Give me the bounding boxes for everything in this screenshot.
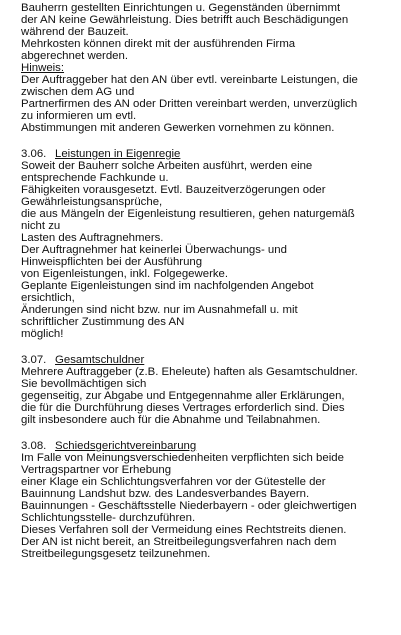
text-line: Im Falle von Meinungsverschiedenheiten verpflichten sich beide (21, 452, 344, 464)
text-line: nicht zu (21, 220, 61, 232)
text-line: Der Auftraggeber hat den AN über evtl. vereinbarte Leistungen, die (21, 74, 358, 86)
section-heading-306 (21, 148, 180, 160)
text-line: einer Klage ein Schlichtungsverfahren vor der Gütestelle der (21, 476, 326, 488)
text-line: Soweit der Bauherr solche Arbeiten ausführt, werden eine (21, 160, 313, 172)
section-heading-308 (21, 440, 196, 452)
text-line: zwischen dem AG und (21, 86, 135, 98)
text-line: Vertragspartner vor Erhebung (21, 464, 172, 476)
text-line: Änderungen sind nicht bzw. nur im Ausnahmefall u. mit (21, 304, 298, 316)
text-line: Bauherrn gestellten Einrichtungen u. Gegenständen übernimmt (21, 2, 341, 14)
hinweis-label: Hinweis: (21, 62, 65, 74)
text-line: Bauinnungen - Geschäftsstelle Niederbayern - oder gleichwertigen (21, 500, 357, 512)
text-line: während der Bauzeit. (21, 26, 129, 38)
text-line: Lasten des Auftragnehmers. (21, 232, 164, 244)
text-line: von Eigenleistungen, inkl. Folgegewerke. (21, 268, 229, 280)
text-line: Gewährleistungsansprüche, (21, 196, 163, 208)
text-line: Sie bevollmächtigen sich (21, 378, 147, 390)
text-line: Der Auftragnehmer hat keinerlei Überwachungs- und (21, 244, 287, 256)
text-line: Mehrkosten können direkt mit der ausführenden Firma (21, 38, 296, 50)
section-number: 3.06. (21, 148, 47, 160)
text-line: Hinweispflichten bei der Ausführung (21, 256, 203, 268)
text-line: entsprechende Fachkunde u. (21, 172, 169, 184)
text-line: die für die Durchführung dieses Vertrages erforderlich sind. Dies (21, 402, 345, 414)
text-line: Partnerfirmen des AN oder Dritten vereinbart werden, unverzüglich (21, 98, 358, 110)
text-line: schriftlicher Zustimmung des AN (21, 316, 185, 328)
text-line: Geplante Eigenleistungen sind im nachfolgenden Angebot (21, 280, 314, 292)
text-line: der AN keine Gewährleistung. Dies betrifft auch Beschädigungen (21, 14, 349, 26)
text-line: abgerechnet werden. (21, 50, 129, 62)
text-line: zu informieren um evtl. (21, 110, 137, 122)
text-line: Dieses Verfahren soll der Vermeidung eines Rechtstreits dienen. (21, 524, 347, 536)
text-line: Streitbeilegungsgesetz teilzunehmen. (21, 548, 211, 560)
section-title: Schiedsgerichtvereinbarung (55, 440, 197, 452)
text-line: Bauinnung Landshut bzw. des Landesverbandes Bayern. (21, 488, 310, 500)
text-line: Abstimmungen mit anderen Gewerken vornehmen zu können. (21, 122, 335, 134)
text-line: die aus Mängeln der Eigenleistung resultieren, gehen naturgemäß (21, 208, 355, 220)
text-line: Mehrere Auftraggeber (z.B. Eheleute) haften als Gesamtschuldner. (21, 366, 358, 378)
section-title: Gesamtschuldner (55, 354, 145, 366)
text-line: gilt insbesondere auch für die Abnahme und Teilabnahmen. (21, 414, 321, 426)
text-line: gegenseitig, zur Abgabe und Entgegennahme aller Erklärungen, (21, 390, 345, 402)
section-number: 3.07. (21, 354, 47, 366)
section-number: 3.08. (21, 440, 47, 452)
section-title: Leistungen in Eigenregie (55, 148, 181, 160)
text-line: Der AN ist nicht bereit, an Streitbeilegungsverfahren nach dem (21, 536, 337, 548)
section-heading-307 (21, 354, 144, 366)
text-line: ersichtlich, (21, 292, 75, 304)
text-line: möglich! (21, 328, 64, 340)
text-line: Fähigkeiten vorausgesetzt. Evtl. Bauzeitverzögerungen oder (21, 184, 326, 196)
text-line: Schlichtungsstelle- durchzuführen. (21, 512, 196, 524)
